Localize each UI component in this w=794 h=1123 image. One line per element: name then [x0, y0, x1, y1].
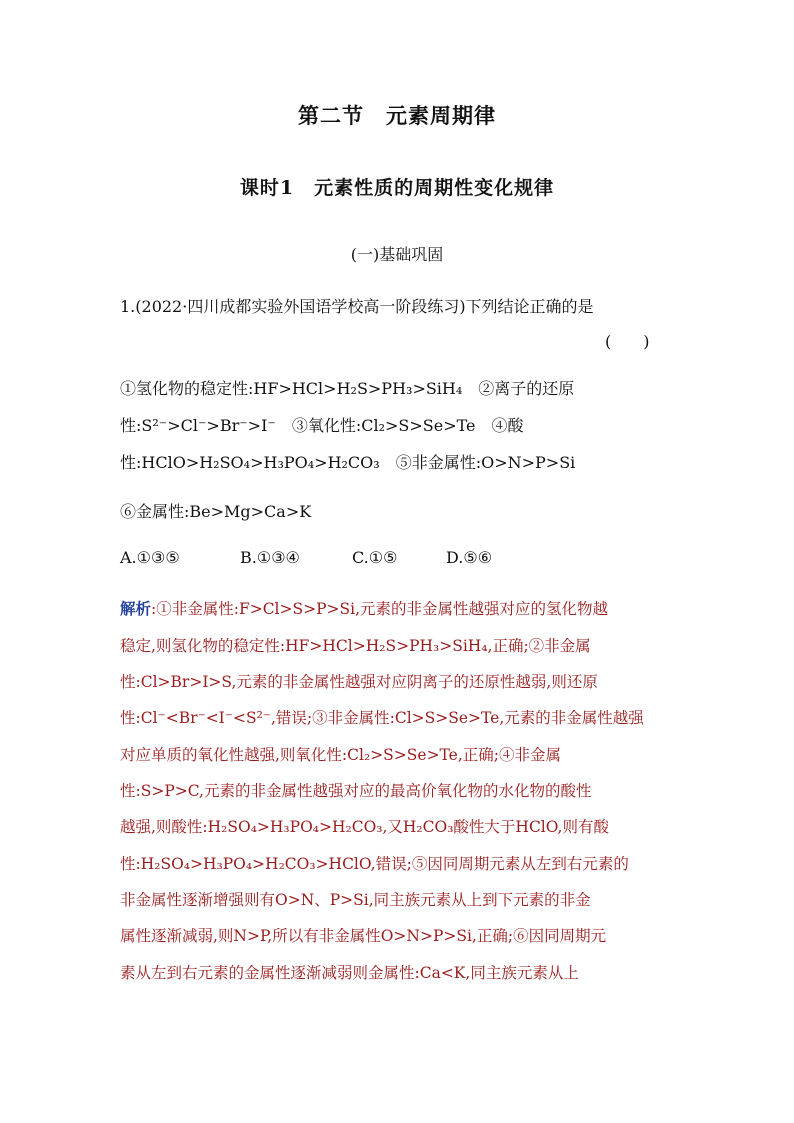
- statement-line: ①氢化物的稳定性:HF>HCl>H₂S>PH₃>SiH₄ ②离子的还原: [120, 379, 575, 398]
- analysis-line: 越强,则酸性:H₂SO₄>H₃PO₄>H₂CO₃,又H₂CO₃酸性大于HClO,则有酸: [120, 818, 609, 836]
- statement-line: ⑥金属性:Be>Mg>Ca>K: [120, 502, 312, 521]
- part-title: (一)基础巩固: [350, 245, 444, 264]
- analysis-line: 性:Cl⁻<Br⁻<I⁻<S²⁻,错误;③非金属性:Cl>S>Se>Te,元素的非金属性越强: [120, 709, 644, 727]
- option-d: D.⑤⑥: [446, 548, 493, 567]
- analysis-line: 属性逐渐减弱,则N>P,所以有非金属性O>N>P>Si,正确;⑥因同周期元: [120, 927, 607, 945]
- answer-bracket: ( ): [605, 332, 650, 351]
- option-c: C.①⑤: [352, 548, 398, 567]
- analysis-line: 性:Cl>Br>I>S,元素的非金属性越强对应阴离子的还原性越弱,则还原: [120, 673, 598, 691]
- analysis-label: 解析: [120, 599, 152, 618]
- analysis-line: 性:S>P>C,元素的非金属性越强对应的最高价氧化物的水化物的酸性: [120, 782, 592, 800]
- analysis-line: 对应单质的氧化性越强,则氧化性:Cl₂>S>Se>Te,正确;④非金属: [120, 746, 562, 764]
- analysis-line: 非金属性逐渐增强则有O>N、P>Si,同主族元素从上到下元素的非金: [120, 891, 591, 909]
- lesson-title: 课时1 元素性质的周期性变化规律: [239, 177, 555, 199]
- statement-line: 性:HClO>H₂SO₄>H₃PO₄>H₂CO₃ ⑤非金属性:O>N>P>Si: [120, 453, 576, 472]
- analysis-line: 素从左到右元素的金属性逐渐减弱则金属性:Ca<K,同主族元素从上: [120, 964, 579, 982]
- option-a: A.①③⑤: [120, 548, 180, 567]
- option-b: B.①③④: [240, 548, 300, 567]
- question-stem: 1.(2022·四川成都实验外国语学校高一阶段练习)下列结论正确的是: [120, 297, 594, 316]
- analysis-line: 解析:①非金属性:F>Cl>S>P>Si,元素的非金属性越强对应的氢化物越: [120, 599, 609, 618]
- analysis-line: 稳定,则氢化物的稳定性:HF>HCl>H₂S>PH₃>SiH₄,正确;②非金属: [120, 637, 591, 655]
- statement-line: 性:S²⁻>Cl⁻>Br⁻>I⁻ ③氧化性:Cl₂>S>Se>Te ④酸: [120, 416, 524, 435]
- analysis-line: 性:H₂SO₄>H₃PO₄>H₂CO₃>HClO,错误;⑤因同周期元素从左到右元素的: [120, 855, 629, 873]
- section-title: 第二节 元素周期律: [298, 103, 496, 128]
